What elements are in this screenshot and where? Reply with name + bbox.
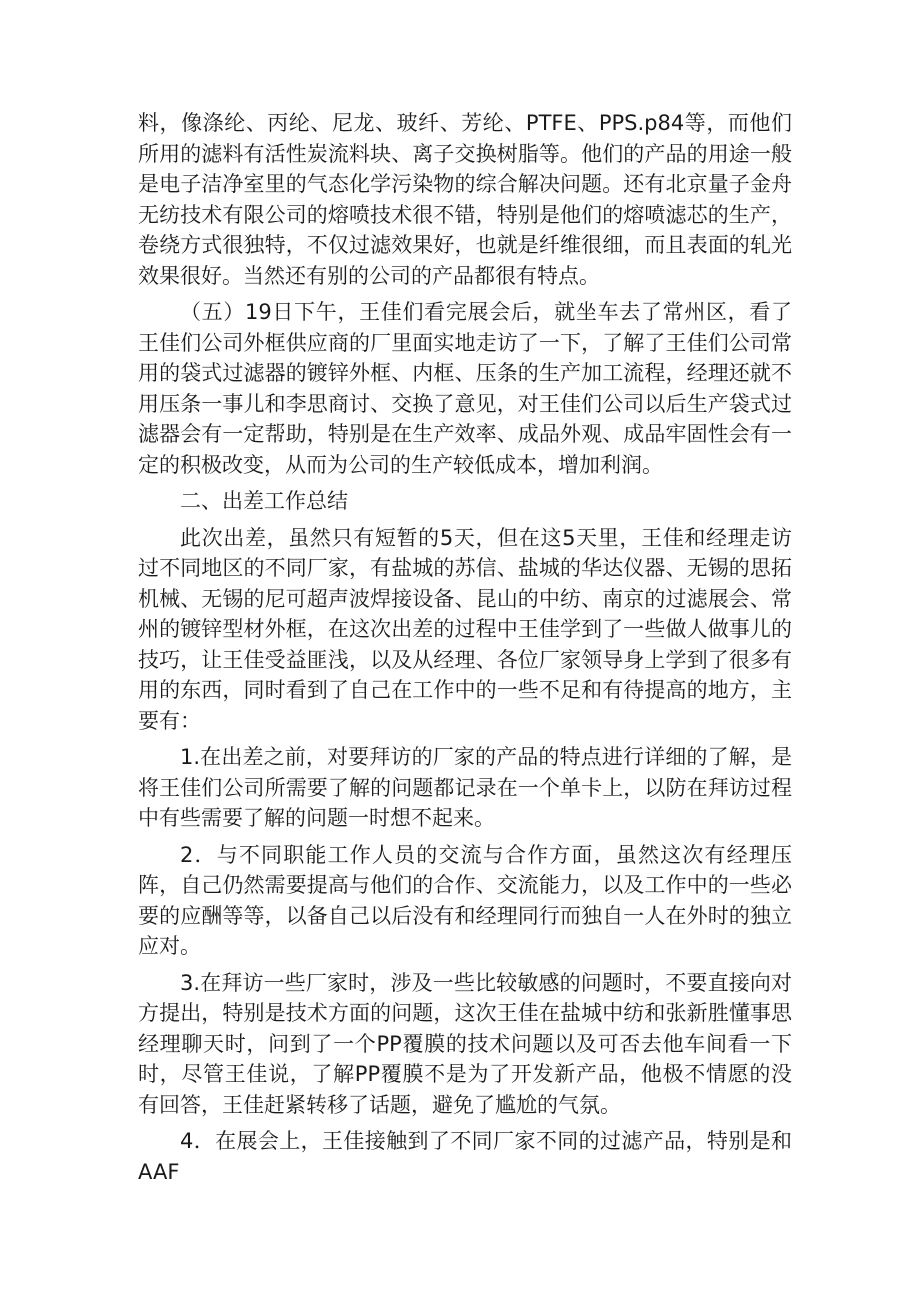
paragraph-trip-overview: 此次出差，虽然只有短暂的5天，但在这5天里，王佳和经理走访过不同地区的不同厂家，有盐城的苏信、盐城的华达仪器、无锡的思拓机械、无锡的尼可超声波焊接设备、昆山的中纺、南京的过滤展会、常州的镀锌型材外框，在这次出差的过程中王佳学到了一些做人做事儿的技巧，让王佳受益匪浅，以及从经理、各位厂家领导身上学到了很多有用的东西，同时看到了自己在工作中的一些不足和有待提高的地方，主要有： xyxy=(138,525,792,733)
document-page xyxy=(138,108,792,1193)
paragraph-item-4: 4．在展会上，王佳接触到了不同厂家不同的过滤产品，特别是和AAF xyxy=(138,1129,792,1184)
paragraph-section-five: （五）19日下午，王佳们看完展会后，就坐车去了常州区，看了王佳们公司外框供应商的厂里面实地走访了一下，了解了王佳们公司常用的袋式过滤器的镀锌外框、内框、压条的生产加工流程，经理还就不用压条一事儿和李思商讨、交换了意见，对王佳们公司以后生产袋式过滤器会有一定帮助，特别是在生产效率、成品外观、成品牢固性会有一定的积极改变，从而为公司的生产较低成本，增加利润。 xyxy=(138,300,792,477)
paragraph-item-1: 1.在出差之前，对要拜访的厂家的产品的特点进行详细的了解，是将王佳们公司所需要了解的问题都记录在一个单卡上，以防在拜访过程中有些需要了解的问题一时想不起来。 xyxy=(138,745,792,830)
paragraph-continuation: 料，像涤纶、丙纶、尼龙、玻纤、芳纶、PTFE、PPS.p84等，而他们所用的滤料有活性炭流料块、离子交换树脂等。他们的产品的用途一般是电子洁净室里的气态化学污染物的综合解决问题。还有北京量子金舟无纺技术有限公司的熔喷技术很不错，特别是他们的熔喷滤芯的生产，卷绕方式很独特，不仅过滤效果好，也就是纤维很细，而且表面的轧光效果很好。当然还有别的公司的产品都很有特点。 xyxy=(138,111,792,288)
paragraph-item-3: 3.在拜访一些厂家时，涉及一些比较敏感的问题时，不要直接向对方提出，特别是技术方面的问题，这次王佳在盐城中纺和张新胜懂事思经理聊天时，问到了一个PP覆膜的技术问题以及可否去他车间看一下时，尽管王佳说，了解PP覆膜不是为了开发新产品，他极不情愿的没有回答，王佳赶紧转移了话题，避免了尴尬的气氛。 xyxy=(138,970,792,1117)
section-heading-summary: 二、出差工作总结 xyxy=(180,489,348,513)
paragraph-item-2: 2．与不同职能工作人员的交流与合作方面，虽然这次有经理压阵，自己仍然需要提高与他们的合作、交流能力，以及工作中的一些必要的应酬等等，以备自己以后没有和经理同行而独自一人在外时的独立应对。 xyxy=(138,842,792,958)
